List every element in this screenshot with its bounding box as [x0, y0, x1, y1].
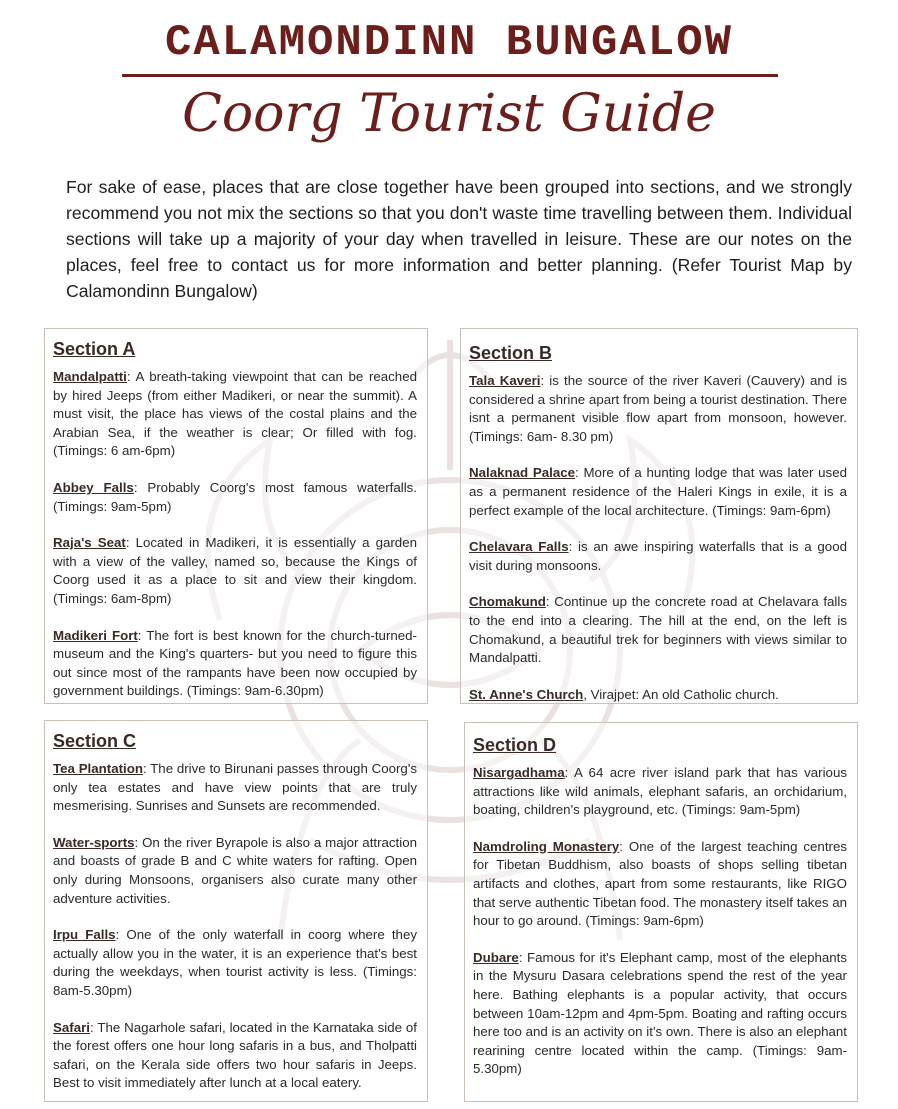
page-subtitle: Coorg Tourist Guide	[182, 84, 716, 144]
place-name: Dubare	[473, 949, 519, 965]
place-entry	[469, 593, 847, 667]
place-entry	[53, 479, 417, 516]
place-description: : Probably Coorg's most famous waterfalls. (Timings: 9am-5pm)	[53, 479, 417, 514]
place-name: Irpu Falls	[53, 927, 116, 943]
place-name: St. Anne's Church	[469, 686, 584, 702]
place-description: : One of the only waterfall in coorg where they actually allow you in the water, it is an experience that's best during the weekdays, when tourist activity is less. (Timings: 8am-5.30pm)	[53, 927, 417, 998]
place-name: Water-sports	[53, 834, 135, 850]
section-heading: Section A	[53, 339, 136, 359]
place-description: : Continue up the concrete road at Chelavara falls to the end into a clearing. The hill at the end, on the left is Chomakund, a beautiful trek for beginners with views similar to Mandalpatti.	[469, 594, 847, 666]
place-description: : is an awe inspiring waterfalls that is a good visit during monsoons.	[469, 539, 847, 573]
place-description: : On the river Byrapole is also a major attraction and boasts of grade B and C white waters for rafting. Open only during Monsoons, organisers also curate many other adventure activities.	[53, 834, 417, 906]
place-entry	[53, 368, 417, 461]
place-description: : The Nagarhole safari, located in the Karnataka side of the forest offers one hour long safaris in a bus, and Tholpatti safari, on the Kerala side offers two hour safaris in Jeeps. Best to visit immediately after lunch at a local eatery.	[53, 1019, 417, 1091]
place-entry	[469, 372, 847, 446]
section-a-box	[44, 328, 428, 704]
place-name: Tala Kaveri	[469, 373, 541, 388]
place-entry	[469, 686, 847, 705]
place-entry	[469, 538, 847, 575]
place-description: : A breath-taking viewpoint that can be reached by hired Jeeps (from either Madikeri, or near the summit). A must visit, the place has views of the costal plains and the Arabian Sea, if the weather is clear; Or filled with fog. (Timings: 6 am-6pm)	[53, 369, 417, 459]
section-b-box	[460, 328, 858, 704]
place-name: Nisargadhama	[473, 765, 565, 780]
place-entry	[53, 834, 417, 908]
place-description: : Famous for it's Elephant camp, most of the elephants in the Mysuru Dasara celebrations spend the rest of the year here. Bathing elephants is a popular activity, that occurs between 10am-12pm and 4pm-5pm. Boating and rafting occurs here too and is an activity on it's own. There is also an elephant rearining centre located within the camp. (Timings: 9am-5.30pm)	[473, 949, 847, 1077]
place-entry	[53, 760, 417, 816]
place-name: Namdroling Monastery	[473, 838, 620, 854]
place-name: Raja's Seat	[53, 535, 126, 551]
section-d-box	[464, 722, 858, 1102]
place-description: : is the source of the river Kaveri (Cauvery) and is considered a shrine apart from being a tourist destination. There isnt a permanent visible flow apart from monsoon, however. (Timings: 6am- 8.30 pm)	[469, 373, 847, 444]
place-entry	[473, 949, 847, 1079]
place-entry	[473, 838, 847, 931]
place-name: Chomakund	[469, 594, 546, 610]
place-description: : A 64 acre river island park that has various attractions like wild animals, elephant safaris, an orchidarium, boating, children's playground, etc. (Timings: 9am-5pm)	[473, 765, 847, 818]
place-description: , Virajpet: An old Catholic church.	[583, 686, 779, 702]
place-entry	[53, 1019, 417, 1093]
place-name: Mandalpatti	[53, 369, 127, 384]
section-heading: Section B	[469, 343, 553, 363]
place-entry	[53, 926, 417, 1000]
place-name: Madikeri Fort	[53, 627, 138, 643]
place-description: : One of the largest teaching centres for Tibetan Buddhism, also boasts of shops selling tibetan artifacts and clothes, apart from some restaurants, like RIGO that serve authentic Tibetan food. The monastery itself takes an hour to go around. (Timings: 9am-6pm)	[473, 838, 847, 929]
page-title: CALAMONDINN BUNGALOW	[164, 18, 734, 68]
place-entry	[53, 534, 417, 608]
place-description: : The fort is best known for the church-turned-museum and the King's quarters- but you need to figure this out since most of the rampants have been now occupied by government buildings. (Timings: 9am-6.30pm)	[53, 627, 417, 699]
place-name: Tea Plantation	[53, 761, 143, 776]
place-name: Chelavara Falls	[469, 539, 569, 555]
place-name: Safari	[53, 1019, 90, 1035]
place-name: Abbey Falls	[53, 479, 134, 495]
intro-paragraph: For sake of ease, places that are close together have been grouped into sections, and we strongly recommend you not mix the sections so that you don't waste time travelling between them. Individual sections will take up a majority of your day when travelled in leisure. These are our notes on the places, feel free to contact us for more information and better planning. (Refer Tourist Map by Calamondinn Bungalow)	[66, 177, 852, 301]
section-c-box	[44, 720, 428, 1102]
place-description: : Located in Madikeri, it is essentially a garden with a view of the valley, named so, because the Kings of Coorg used it as a place to sit and view their kingdom. (Timings: 6am-8pm)	[53, 535, 417, 606]
section-heading: Section C	[53, 731, 137, 751]
section-heading: Section D	[473, 735, 557, 755]
place-entry	[469, 464, 847, 520]
place-description: : More of a hunting lodge that was later used as a permanent residence of the Haleri Kings in exile, it is a perfect example of the local architecture. (Timings: 9am-6pm)	[469, 465, 847, 518]
place-entry	[473, 764, 847, 820]
place-entry	[53, 627, 417, 701]
place-name: Nalaknad Palace	[469, 465, 576, 481]
place-description: : The drive to Birunani passes through Coorg's only tea estates and have view points that are truly mesmerising. Sunrises and Sunsets are recommended.	[53, 761, 418, 814]
title-divider	[122, 74, 778, 77]
